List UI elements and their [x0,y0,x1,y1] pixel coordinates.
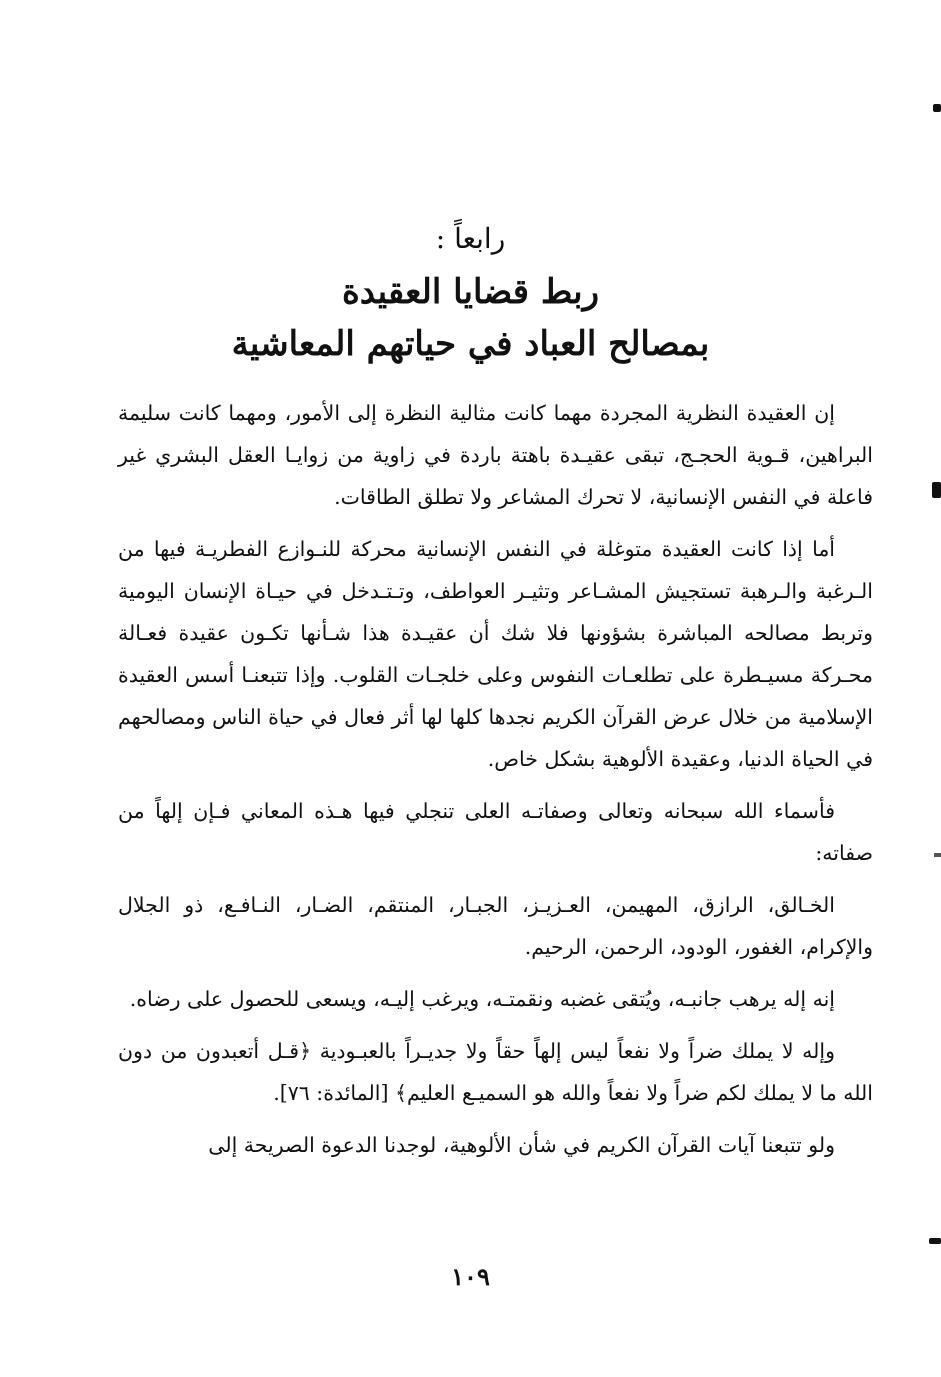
scan-edge-mark [933,104,941,112]
scan-edge-mark [929,1238,941,1244]
paragraph-1: إن العقيدة النظرية المجردة مهما كانت مثالية النظرة إلى الأمور، ومهما كانت سليمة البراهين، قـوية الحجـج، تبقى عقيـدة باهتة باردة في زاوية من زوايـا العقل البشري غير فاعلة في النفس الإنسانية، لا تحرك المشاعر ولا تطلق الطاقات. [118,401,873,509]
chapter-title-line-2: بمصالح العباد في حياتهم المعاشية [231,324,710,364]
paragraph-6: وإله لا يملك ضراً ولا نفعاً ليس إلهاً حقاً ولا جديـراً بالعبـودية ﴿قـل أتعبدون من دون الله ما لا يملك لكم ضراً ولا نفعاً والله هو السميـع العليم﴾ [المائدة: ٧٦]. [118,1039,873,1105]
chapter-title-line-1: ربط قضايا العقيدة [341,272,600,312]
section-label: رابعاً : [435,222,506,255]
paragraph-4: الخـالق، الرازق، المهيمن، العـزيـز، الجبـار، المنتقم، الضـار، النـافـع، ذو الجلال والإكرام، الغفور، الودود، الرحمن، الرحيم. [118,893,873,959]
page-number: ١٠٩ [451,1262,490,1291]
body-text [118,392,873,1176]
scan-edge-mark [932,482,941,498]
paragraph-3: فأسماء الله سبحانه وتعالى وصفاتـه العلى تنجلي فيها هـذه المعاني فـإن إلهاً من صفاته: [118,799,873,865]
paragraph-7: ولو تتبعنا آيات القرآن الكريم في شأن الألوهية، لوجدنا الدعوة الصريحة إلى [208,1133,835,1157]
paragraph-5: إنه إله يرهب جانبـه، ويُتقى غضبه ونقمتـه، ويرغب إليـه، ويسعى للحصول على رضاه. [129,987,835,1011]
paragraph-2: أما إذا كانت العقيدة متوغلة في النفس الإنسانية محركة للنـوازع الفطريـة فيها من الـرغبة والـرهبة تستجيش المشـاعر وتثيـر العواطف، وتـتـدخل في حيـاة الإنسان اليومية وتربط مصالحه المباشرة بشؤونها فلا شك أن عقيـدة هذا شـأنها تكـون عقيدة فعـالة محـركة مسيـطرة على تطلعـات النفوس وعلى خلجـات القلوب. وإذا تتبعنـا أسس العقيدة الإسلامية من خلال عرض القرآن الكريم نجدها كلها لها أثر فعال في حياة الناس ومصالحهم في الحياة الدنيا، وعقيدة الألوهية بشكل خاص. [118,537,873,771]
scan-edge-mark [934,853,941,857]
